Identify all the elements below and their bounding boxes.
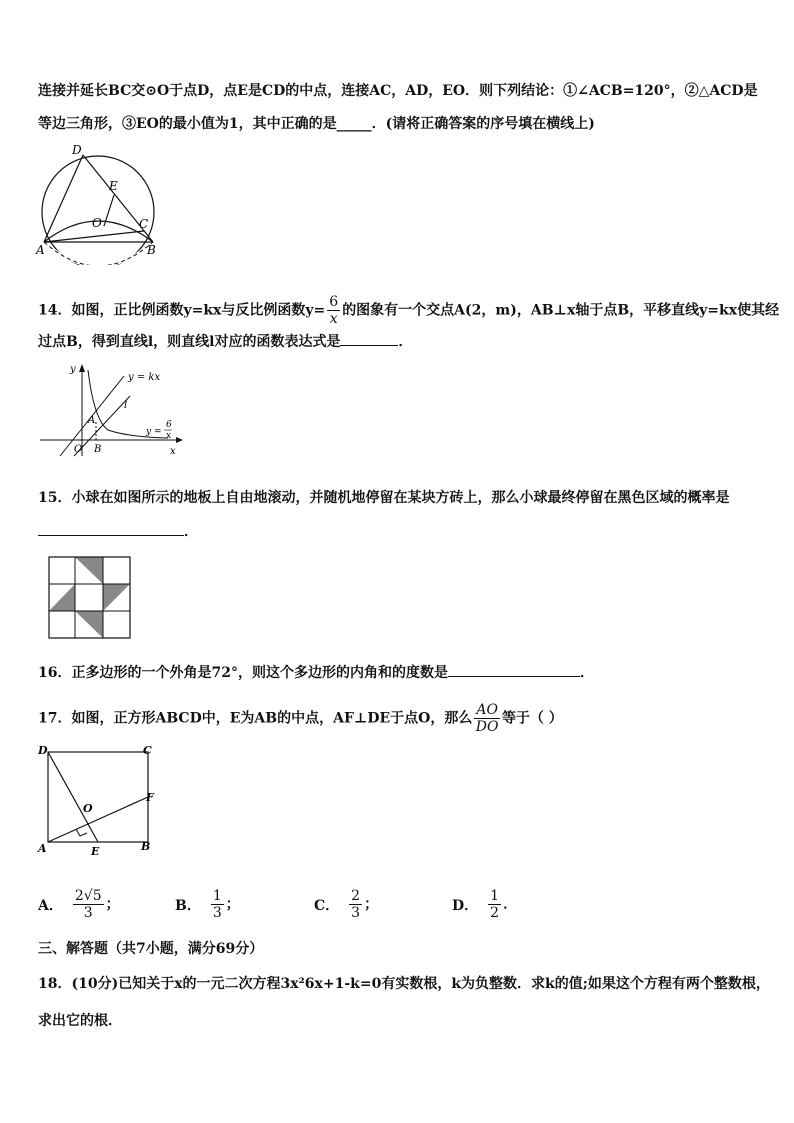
q14-label-yfrac-pre: y = <box>146 427 162 437</box>
q16-text <box>38 662 594 682</box>
q15-tile-floor-figure <box>48 556 132 640</box>
q13-text-line1: 连接并延长BC交⊙O于点D，点E是CD的中点，连接AC，AD，EO．则下列结论：①∠ACB=120°，②△ACD是 <box>38 83 758 99</box>
q15-shaded-triangle-top <box>75 557 103 584</box>
q17-frac-den: DO <box>475 719 499 735</box>
q14-text-post: 的图象有一个交点A(2，m)，AB⊥x轴于点B，平移直线y=kx使其经 <box>342 302 780 319</box>
q17-option-d-den: 2 <box>490 905 500 921</box>
q17-option-b[interactable] <box>175 888 240 921</box>
q14-label-a: A <box>88 415 96 426</box>
q17-fraction <box>474 702 500 735</box>
q17-square-abcd <box>48 752 148 842</box>
q14-label-x: x <box>170 446 176 457</box>
q17-option-c-den: 3 <box>351 905 361 921</box>
q16-text-main: 16．正多边形的一个外角是72°，则这个多边形的内角和的度数是 <box>38 665 448 681</box>
q17-label-b: B <box>141 840 151 853</box>
q14-frac-num: 6 <box>329 294 339 310</box>
q17-label-f: F <box>146 791 154 804</box>
q14-label-y: y <box>70 364 76 375</box>
q17-option-d-num: 1 <box>490 888 500 904</box>
q17-label-c: C <box>143 744 152 757</box>
q17-label-e: E <box>91 845 100 858</box>
q15-shaded-triangle-bottom <box>75 611 103 638</box>
q17-option-a-num: 2√5 <box>74 888 102 904</box>
q17-option-b-num: 1 <box>212 888 222 904</box>
q17-option-b-label: B． <box>175 897 201 914</box>
q17-option-b-tail: ； <box>225 896 240 913</box>
q14-label-l: l <box>124 400 128 411</box>
q14-text-line2 <box>38 331 412 351</box>
q17-option-a-den: 3 <box>83 905 93 921</box>
q17-option-d-tail: ． <box>503 896 518 913</box>
q15-text-line2 <box>38 521 198 541</box>
q17-segment-af <box>48 797 148 842</box>
q17-label-d: D <box>38 744 48 757</box>
q17-text-post: 等于（ ） <box>501 710 563 727</box>
q16-answer-blank[interactable] <box>448 662 580 677</box>
q15-text-line1: 15．小球在如图所示的地板上自由地滚动，并随机地停留在某块方砖上，那么小球最终停留在黑色区域的概率是 <box>38 490 730 506</box>
q15-shaded-triangle-left <box>49 584 75 611</box>
q17-option-c[interactable] <box>314 888 378 921</box>
q14-text-end: ． <box>398 334 413 350</box>
q14-label-yfrac-den: x <box>166 431 172 441</box>
q14-text-line1 <box>38 294 779 327</box>
q17-option-a[interactable] <box>38 888 120 921</box>
q14-label-yfrac-num: 6 <box>166 420 172 430</box>
q14-fraction <box>327 294 340 327</box>
q14-label-o: O <box>74 444 83 455</box>
q15-text-end: ． <box>184 524 198 540</box>
q14-label-ykx: y = kx <box>128 372 161 383</box>
q17-text-pre: 17．如图，正方形ABCD中，E为AB的中点，AF⊥DE于点O，那么 <box>38 710 473 727</box>
q13-circle <box>42 156 154 265</box>
q17-option-c-tail: ； <box>364 896 379 913</box>
q13-label-b: B <box>147 243 156 257</box>
q17-segment-de <box>48 752 98 842</box>
q17-label-o: O <box>83 802 93 815</box>
q15-answer-blank[interactable] <box>38 521 184 536</box>
q14-frac-den: x <box>329 311 338 327</box>
q13-label-d: D <box>72 143 82 157</box>
q13-text-line2: 等边三角形，③EO的最小值为1，其中正确的是_____．(请将正确答案的序号填在横线上) <box>38 116 595 132</box>
q13-label-o: O <box>92 216 102 230</box>
q17-option-c-label: C． <box>314 897 340 914</box>
q17-option-a-label: A． <box>38 897 63 914</box>
q17-label-a: A <box>38 842 47 855</box>
q14-label-b: B <box>94 444 102 455</box>
q13-label-c: C <box>139 217 149 231</box>
q17-frac-num: AO <box>476 702 498 718</box>
q17-text <box>38 702 563 735</box>
q17-option-d[interactable] <box>452 888 517 921</box>
q14-text-pre: 14．如图，正比例函数y=kx与反比例函数y= <box>38 302 326 319</box>
q14-graph-figure <box>38 360 188 458</box>
q18-text-line2: 求出它的根． <box>38 1013 122 1029</box>
q16-text-end: ． <box>579 665 594 681</box>
section-title: 三、解答题（共7小题，满分69分） <box>38 941 264 957</box>
q13-circle-figure <box>32 140 162 265</box>
q13-label-a: A <box>36 243 45 257</box>
q14-text-line2-main: 过点B，得到直线l，则直线l对应的函数表达式是 <box>38 334 341 350</box>
q17-option-c-num: 2 <box>351 888 361 904</box>
q17-option-b-den: 3 <box>212 905 222 921</box>
q13-label-e: E <box>109 179 118 193</box>
q17-right-angle-mark <box>76 829 87 836</box>
q17-option-d-label: D． <box>452 897 479 914</box>
q17-square-figure <box>36 742 166 858</box>
q15-shaded-triangle-right <box>103 584 130 611</box>
q14-answer-blank[interactable] <box>340 331 398 346</box>
q18-text-line1: 18．(10分)已知关于x的一元二次方程3x²6x+1-k=0有实数根，k为负整数．求k的值;如果这个方程有两个整数根， <box>38 976 770 992</box>
q17-option-a-tail: ； <box>105 896 120 913</box>
